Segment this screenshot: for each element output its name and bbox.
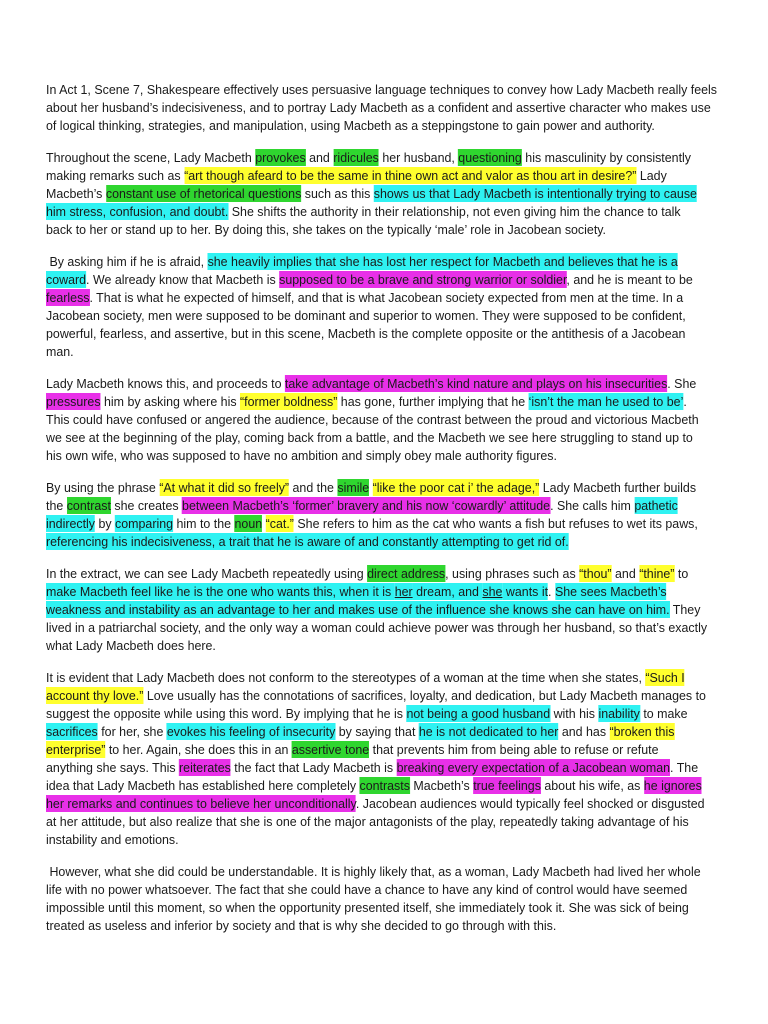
text-segment: .: [548, 584, 555, 599]
text-segment: life with no power whatsoever. The fact that she could have a chance to have any kind of control would have seemed: [46, 882, 688, 897]
text-line: [46, 533, 696, 551]
highlighted-text: simile: [337, 480, 370, 495]
text-line: [46, 429, 696, 447]
highlighted-text: pressures: [46, 394, 101, 409]
text-segment: what Lady Macbeth does here.: [46, 638, 216, 653]
text-line: [46, 307, 696, 325]
highlighted-text: make Macbeth feel like he is the one who wants this, when it is: [46, 584, 395, 599]
text-segment: for her, she: [97, 724, 167, 739]
text-line: [46, 221, 696, 239]
text-segment: However, what she did could be understandable. It is highly likely that, as a woman, Lady Macbeth had lived her whole: [46, 864, 701, 879]
text-segment: of logical thinking, strategies, and manipulation, using Macbeth as a steppingstone to gain power and authority.: [46, 118, 655, 133]
text-segment: his masculinity by consistently: [521, 150, 691, 165]
text-line: [46, 831, 696, 849]
text-line: [46, 497, 696, 515]
text-segment: about her husband’s indecisiveness, and to portray Lady Macbeth as a confident and assertive character who makes use: [46, 100, 711, 115]
text-line: [46, 687, 706, 705]
text-segment: By using the phrase: [46, 480, 160, 495]
highlighted-text: reiterates: [179, 760, 231, 775]
text-line: [46, 759, 699, 777]
highlighted-text: she: [482, 584, 503, 599]
text-line: [46, 325, 696, 343]
text-segment: By asking him if he is afraid,: [46, 254, 208, 269]
text-line: [46, 777, 702, 795]
paragraph: [46, 375, 726, 465]
paragraph: [46, 669, 726, 849]
text-segment: by saying that: [335, 724, 419, 739]
text-line: [46, 565, 696, 583]
paragraph: [46, 565, 726, 655]
text-line: [46, 375, 696, 393]
highlighted-text: constant use of rhetorical questions: [105, 186, 302, 201]
highlighted-text: direct address: [367, 566, 446, 581]
highlighted-text: ridicules: [333, 150, 379, 165]
paragraph: [46, 863, 726, 935]
text-segment: his own wife, who was supposed to have no ambition and simply obey male authority figures.: [46, 448, 557, 463]
text-segment: the: [46, 498, 67, 513]
highlighted-text: sacrifices: [46, 724, 98, 739]
text-segment: It is evident that Lady Macbeth does not conform to the stereotypes of a woman at the time when she states,: [46, 670, 646, 685]
text-line: [46, 271, 696, 289]
highlighted-text: enterprise”: [46, 742, 106, 757]
highlighted-text: wants it: [502, 584, 549, 599]
text-line: [46, 149, 696, 167]
text-line: [46, 81, 717, 99]
highlighted-text: breaking every expectation of a Jacobean woman: [396, 760, 671, 775]
text-line: [46, 795, 705, 813]
text-segment: They: [669, 602, 701, 617]
text-segment: .: [683, 394, 687, 409]
text-line: [46, 619, 708, 637]
text-segment: back to her or stand up to her. By doing this, she takes on the typically ‘male’ role in Jacobean society.: [46, 222, 607, 237]
text-line: [46, 637, 696, 655]
text-line: [46, 253, 696, 271]
text-segment: . We already know that Macbeth is: [86, 272, 280, 287]
highlighted-text: he is not dedicated to her: [418, 724, 559, 739]
highlighted-text: referencing his indecisiveness, a trait that he is aware of and constantly attempting to get rid of.: [46, 534, 569, 549]
text-line: [46, 185, 696, 203]
highlighted-text: she heavily implies that she has lost her respect for Macbeth and believes that he is a: [207, 254, 678, 269]
text-segment: anything she says. This: [46, 760, 180, 775]
text-segment: Lady: [636, 168, 667, 183]
highlighted-text: true feelings: [473, 778, 541, 793]
text-segment: This could have confused or angered the audience, because of the contrast between the proud and victorious Macbeth: [46, 412, 699, 427]
highlighted-text: “like the poor cat i’ the adage,”: [372, 480, 540, 495]
text-segment: and: [611, 566, 640, 581]
text-line: [46, 117, 696, 135]
text-segment: Lady Macbeth knows this, and proceeds to: [46, 376, 285, 391]
highlighted-text: dream, and: [412, 584, 483, 599]
text-segment: lived in a patriarchal society, and the only way a woman could achieve power was through her husband, so that’s exactly: [46, 620, 708, 635]
text-segment: She shifts the authority in their relationship, not even giving him the chance to talk: [228, 204, 681, 219]
highlighted-text: take advantage of Macbeth’s kind nature and plays on his insecurities: [284, 376, 668, 391]
highlighted-text: “At what it did so freely”: [159, 480, 290, 495]
text-segment: Macbeth’s: [409, 778, 474, 793]
highlighted-text: her: [394, 584, 413, 599]
text-segment: suggest the opposite while using this word. By implying that he is: [46, 706, 407, 721]
highlighted-text: between Macbeth’s ‘former’ bravery and his now ‘cowardly’ attitude: [182, 498, 551, 513]
text-segment: . The: [670, 760, 699, 775]
text-segment: and the: [289, 480, 338, 495]
paragraph: [46, 81, 726, 135]
text-segment: Macbeth’s: [46, 186, 106, 201]
text-segment: such as this: [301, 186, 374, 201]
paragraph: [46, 479, 726, 551]
highlighted-text: coward: [46, 272, 87, 287]
text-segment: instability and emotions.: [46, 832, 179, 847]
highlighted-text: questioning: [458, 150, 522, 165]
text-line: [46, 881, 696, 899]
text-line: [46, 723, 696, 741]
highlighted-text: account thy love.”: [46, 688, 144, 703]
text-segment: Love usually has the connotations of sacrifices, loyalty, and dedication, but Lady Macbeth manages to: [143, 688, 706, 703]
text-line: [46, 411, 699, 429]
text-segment: . She calls him: [550, 498, 635, 513]
text-segment: him by asking where his: [100, 394, 241, 409]
text-line: [46, 515, 696, 533]
text-segment: that prevents him from being able to refuse or refute: [369, 742, 659, 757]
text-segment: to make: [639, 706, 688, 721]
text-line: [46, 917, 696, 935]
text-line: [46, 583, 696, 601]
text-segment: making remarks such as: [46, 168, 185, 183]
text-segment: the fact that Lady Macbeth is: [230, 760, 397, 775]
text-line: [46, 393, 696, 411]
highlighted-text: him stress, confusion, and doubt.: [46, 204, 229, 219]
text-segment: man.: [46, 344, 74, 359]
text-segment: him to the: [173, 516, 235, 531]
highlighted-text: shows us that Lady Macbeth is intentionally trying to cause: [373, 186, 697, 201]
text-line: [46, 705, 696, 723]
text-segment: idea that Lady Macbeth has established here completely: [46, 778, 360, 793]
text-segment: treated as useless and inferior by society and that is why she decided to go through with this.: [46, 918, 557, 933]
highlighted-text: ‘isn’t the man he used to be’: [528, 394, 684, 409]
highlighted-text: inability: [598, 706, 640, 721]
highlighted-text: fearless: [46, 290, 90, 305]
text-segment: Lady Macbeth further builds: [539, 480, 697, 495]
text-segment: impossible until this moment, so when the opportunity presented itself, she immediately took it. She was sick of being: [46, 900, 689, 915]
highlighted-text: “Such I: [645, 670, 685, 685]
document-body: [46, 81, 726, 949]
text-segment: by: [95, 516, 116, 531]
text-line: [46, 343, 696, 361]
text-segment: Throughout the scene, Lady Macbeth: [46, 150, 256, 165]
text-segment: to her. Again, she does this in an: [105, 742, 292, 757]
highlighted-text: “thou”: [579, 566, 612, 581]
text-segment: In the extract, we can see Lady Macbeth repeatedly using: [46, 566, 368, 581]
highlighted-text: he ignores: [643, 778, 702, 793]
text-line: [46, 99, 711, 117]
highlighted-text: “art though afeard to be the same in thine own act and valor as thou art in desire?”: [184, 168, 637, 183]
highlighted-text: “broken this: [609, 724, 675, 739]
highlighted-text: noun: [234, 516, 263, 531]
text-segment: She refers to him as the cat who wants a fish but refuses to wet its paws,: [293, 516, 698, 531]
text-segment: her husband,: [378, 150, 459, 165]
text-segment: . She: [667, 376, 697, 391]
text-line: [46, 479, 696, 497]
highlighted-text: indirectly: [46, 516, 96, 531]
text-segment: Jacobean society, men were supposed to be dominant and superior to women. They were supposed to be confident,: [46, 308, 686, 323]
highlighted-text: supposed to be a brave and strong warrior or soldier: [279, 272, 567, 287]
highlighted-text: She sees Macbeth’s: [554, 584, 667, 599]
paragraph: [46, 253, 726, 361]
highlighted-text: “cat.”: [265, 516, 294, 531]
text-segment: powerful, fearless, and assertive, but in this scene, Macbeth is the complete opposite or the antithesis of a Jacobean: [46, 326, 686, 341]
text-segment: In Act 1, Scene 7, Shakespeare effectively uses persuasive language techniques to convey how Lady Macbeth really feels: [46, 82, 717, 97]
highlighted-text: contrast: [66, 498, 111, 513]
text-segment: has gone, further implying that he: [337, 394, 529, 409]
text-segment: , using phrases such as: [445, 566, 580, 581]
highlighted-text: contrasts: [359, 778, 410, 793]
highlighted-text: assertive tone: [291, 742, 370, 757]
text-segment: . That is what he expected of himself, and that is what Jacobean society expected from men at the time. In a: [89, 290, 684, 305]
highlighted-text: weakness and instability as an advantage to her and makes use of the influence she knows she can have on him.: [46, 602, 670, 617]
highlighted-text: “former boldness”: [240, 394, 338, 409]
text-line: [46, 813, 696, 831]
highlighted-text: not being a good husband: [406, 706, 551, 721]
text-segment: , and he is meant to be: [566, 272, 693, 287]
text-line: [46, 669, 696, 687]
text-segment: . Jacobean audiences would typically feel shocked or disgusted: [355, 796, 705, 811]
highlighted-text: pathetic: [634, 498, 678, 513]
text-segment: with his: [550, 706, 599, 721]
text-segment: and has: [558, 724, 610, 739]
text-line: [46, 741, 696, 759]
paragraph: [46, 149, 726, 239]
text-line: [46, 601, 701, 619]
highlighted-text: provokes: [255, 150, 306, 165]
text-segment: and: [305, 150, 334, 165]
text-line: [46, 203, 696, 221]
text-segment: about his wife, as: [540, 778, 644, 793]
text-line: [46, 863, 701, 881]
highlighted-text: “thine”: [639, 566, 675, 581]
text-segment: at her attitude, but also realize that she is one of the major antagonists of the play, repeatedly taking advantage of his: [46, 814, 689, 829]
highlighted-text: comparing: [115, 516, 174, 531]
text-line: [46, 899, 696, 917]
text-segment: she creates: [110, 498, 183, 513]
text-segment: to: [674, 566, 689, 581]
text-line: [46, 167, 696, 185]
text-segment: we see at the beginning of the play, coming back from a battle, and the Macbeth we see here struggling to stand up to: [46, 430, 693, 445]
highlighted-text: evokes his feeling of insecurity: [166, 724, 336, 739]
text-line: [46, 289, 696, 307]
text-line: [46, 447, 696, 465]
highlighted-text: her remarks and continues to believe her unconditionally: [46, 796, 356, 811]
